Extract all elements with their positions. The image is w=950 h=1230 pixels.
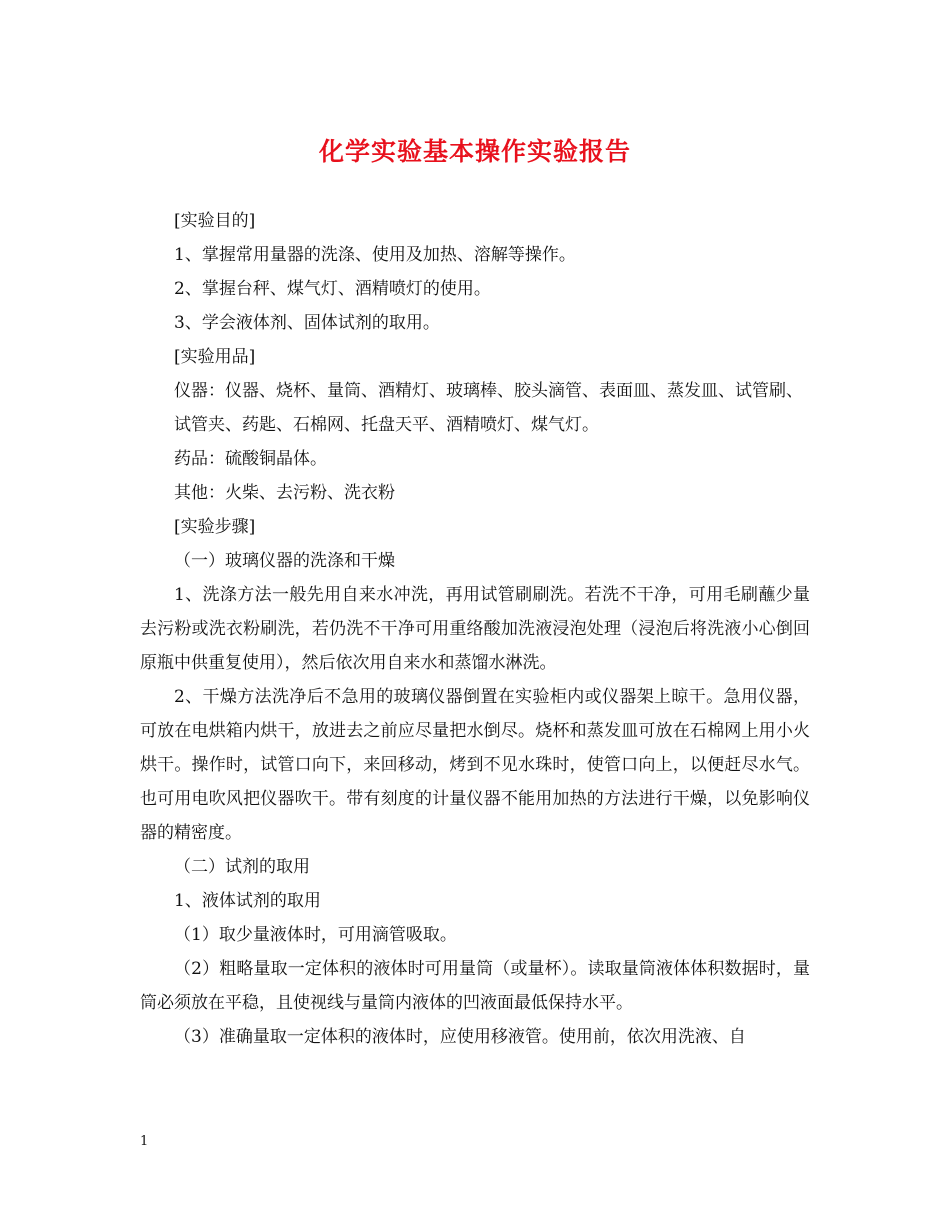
paragraph-washing: 1、洗涤方法一般先用自来水冲洗，再用试管刷刷洗。若洗不干净，可用毛刷蘸少量去污粉或洗衣粉刷洗，若仍洗不干净可用重络酸加洗液浸泡处理（浸泡后将洗液小心倒回原瓶中供重复使用），然后依次用自来水和蒸馏水淋洗。 xyxy=(140,585,810,673)
section-heading-materials: [实验用品] xyxy=(174,347,256,367)
subsection-reagents: （二）试剂的取用 xyxy=(174,857,310,877)
paragraph-liquid-reagents: 1、液体试剂的取用 xyxy=(174,891,321,911)
purpose-item-1: 1、掌握常用量器的洗涤、使用及加热、溶解等操作。 xyxy=(174,245,576,265)
paragraph-small-amount: （1）取少量液体时，可用滴管吸取。 xyxy=(174,925,457,945)
materials-instruments-continued: 试管夹、药匙、石棉网、托盘天平、酒精喷灯、煤气灯。 xyxy=(174,415,599,435)
paragraph-drying: 2、干燥方法洗净后不急用的玻璃仪器倒置在实验柜内或仪器架上晾干。急用仪器，可放在电烘箱内烘干，放进去之前应尽量把水倒尽。烧杯和蒸发皿可放在石棉网上用小火烘干。操作时，试管口向下，来回移动，烤到不见水珠时，使管口向上，以便赶尽水气。也可用电吹风把仪器吹干。带有刻度的计量仪器不能用加热的方法进行干燥，以免影响仪器的精密度。 xyxy=(140,687,810,843)
materials-instruments: 仪器：仪器、烧杯、量筒、酒精灯、玻璃棒、胶头滴管、表面皿、蒸发皿、试管刷、 xyxy=(174,381,803,401)
section-heading-steps: [实验步骤] xyxy=(174,517,256,537)
paragraph-rough-volume: （2）粗略量取一定体积的液体时可用量筒（或量杯）。读取量筒液体体积数据时，量筒必须放在平稳，且使视线与量筒内液体的凹液面最低保持水平。 xyxy=(140,959,810,1013)
purpose-item-2: 2、掌握台秤、煤气灯、酒精喷灯的使用。 xyxy=(174,279,491,299)
materials-reagents: 药品：硫酸铜晶体。 xyxy=(174,449,327,469)
purpose-item-3: 3、学会液体剂、固体试剂的取用。 xyxy=(174,313,440,333)
document-title: 化学实验基本操作实验报告 xyxy=(318,137,631,166)
paragraph-accurate-volume: （3）准确量取一定体积的液体时，应使用移液管。使用前，依次用洗液、自 xyxy=(174,1027,746,1047)
document-body xyxy=(140,204,810,1054)
materials-other: 其他：火柴、去污粉、洗衣粉 xyxy=(174,483,395,503)
section-heading-purpose: [实验目的] xyxy=(174,211,256,231)
page-number: 1 xyxy=(140,1134,149,1149)
subsection-glassware: （一）玻璃仪器的洗涤和干燥 xyxy=(174,551,395,571)
